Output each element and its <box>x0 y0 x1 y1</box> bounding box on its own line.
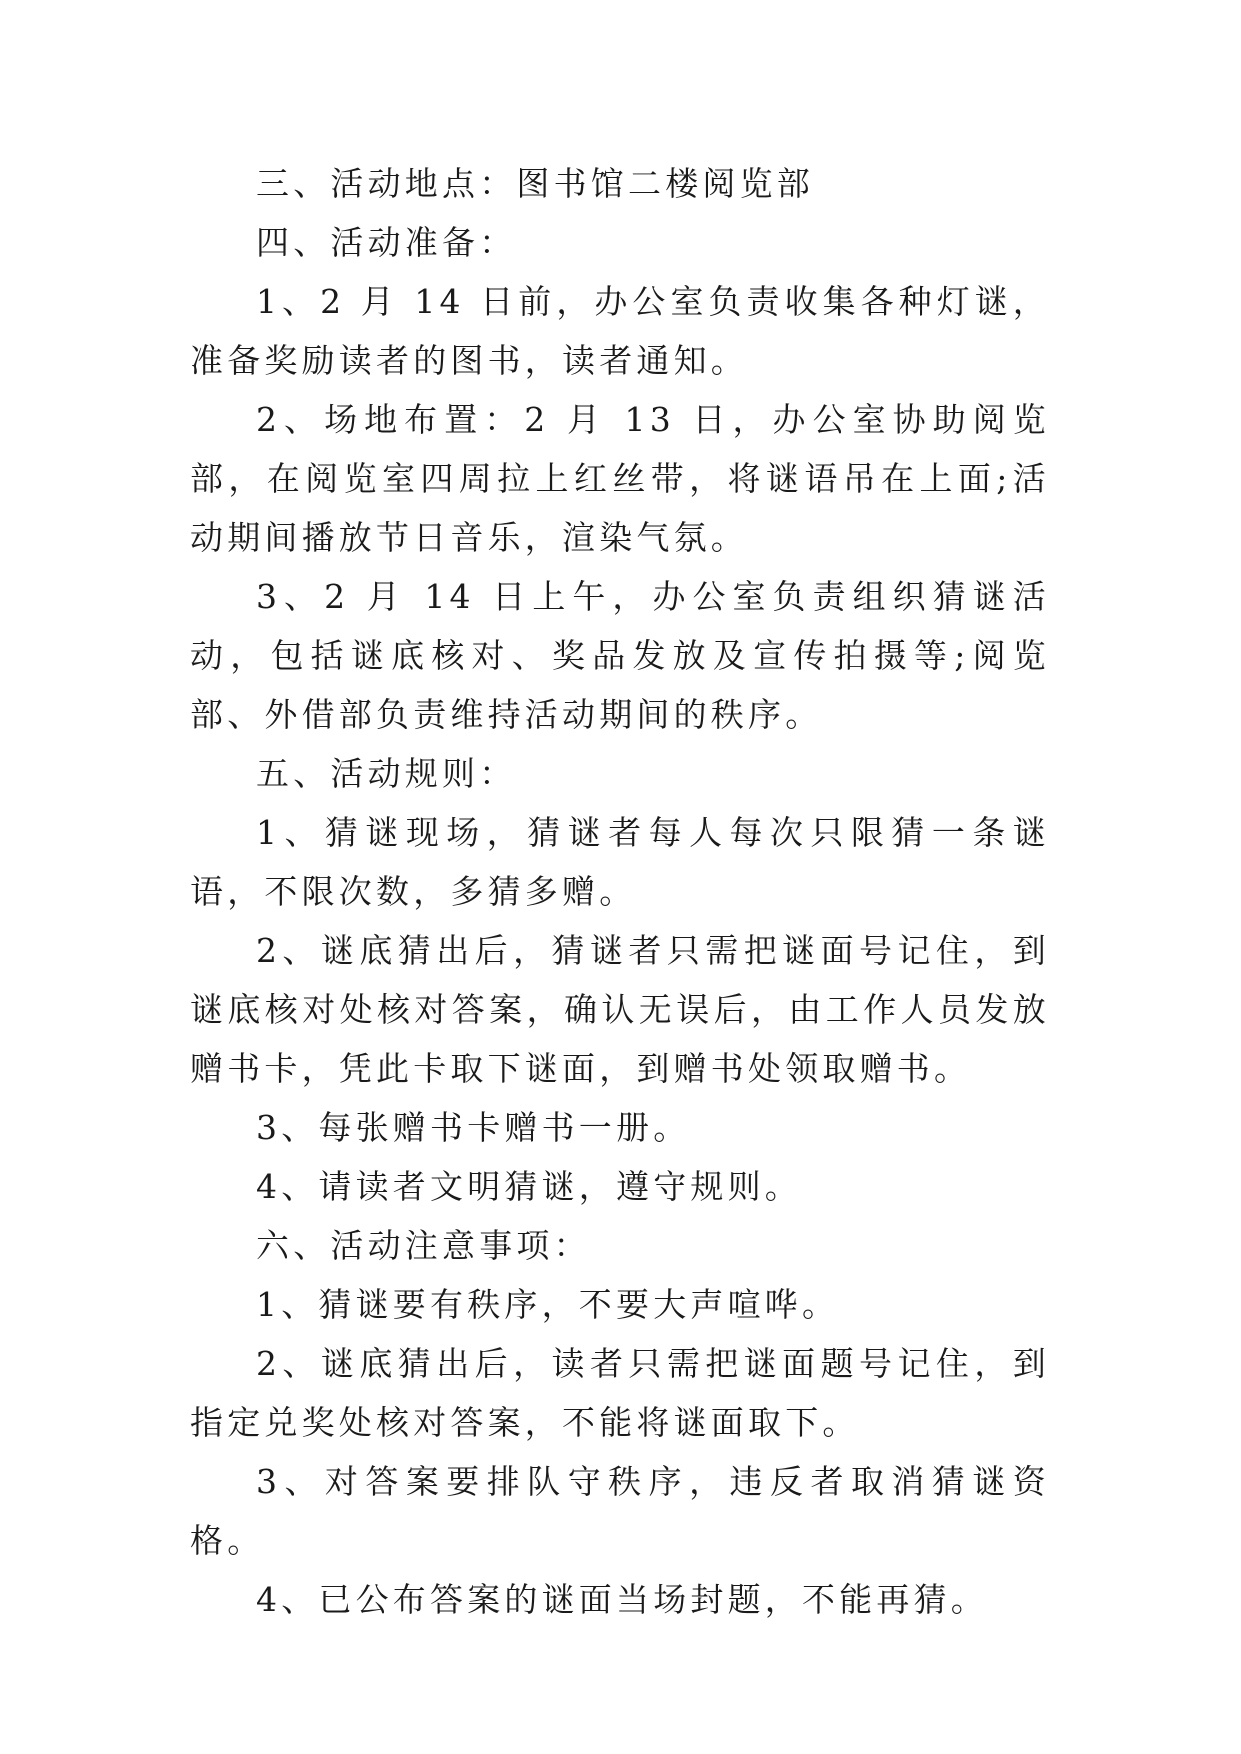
paragraph-preparation-3: 3、2 月 14 日上午，办公室负责组织猜谜活动，包括谜底核对、奖品发放及宣传拍摄等;阅览部、外借部负责维持活动期间的秩序。 <box>190 577 1050 734</box>
paragraph-note-4: 4、已公布答案的谜面当场封题，不能再猜。 <box>256 1580 988 1619</box>
section-heading-preparation: 四、活动准备： <box>256 223 517 262</box>
section-heading-rules: 五、活动规则： <box>256 754 517 793</box>
section-heading-location: 三、活动地点：图书馆二楼阅览部 <box>256 164 814 203</box>
document-body <box>190 154 1050 1629</box>
section-heading-notes: 六、活动注意事项： <box>256 1226 591 1265</box>
paragraph-rule-1: 1、猜谜现场，猜谜者每人每次只限猜一条谜语，不限次数，多猜多赠。 <box>190 813 1050 911</box>
paragraph-rule-2: 2、谜底猜出后，猜谜者只需把谜面号记住，到谜底核对处核对答案，确认无误后，由工作人员发放赠书卡，凭此卡取下谜面，到赠书处领取赠书。 <box>190 931 1050 1088</box>
paragraph-note-1: 1、猜谜要有秩序，不要大声喧哗。 <box>256 1285 840 1324</box>
paragraph-rule-3: 3、每张赠书卡赠书一册。 <box>256 1108 691 1147</box>
paragraph-preparation-1: 1、2 月 14 日前，办公室负责收集各种灯谜，准备奖励读者的图书，读者通知。 <box>190 282 1050 380</box>
paragraph-rule-4: 4、请读者文明猜谜，遵守规则。 <box>256 1167 802 1206</box>
paragraph-preparation-2: 2、场地布置：2 月 13 日，办公室协助阅览部，在阅览室四周拉上红丝带，将谜语吊在上面;活动期间播放节日音乐，渲染气氛。 <box>190 400 1050 557</box>
paragraph-note-3: 3、对答案要排队守秩序，违反者取消猜谜资格。 <box>190 1462 1050 1560</box>
paragraph-note-2: 2、谜底猜出后，读者只需把谜面题号记住，到指定兑奖处核对答案，不能将谜面取下。 <box>190 1344 1050 1442</box>
